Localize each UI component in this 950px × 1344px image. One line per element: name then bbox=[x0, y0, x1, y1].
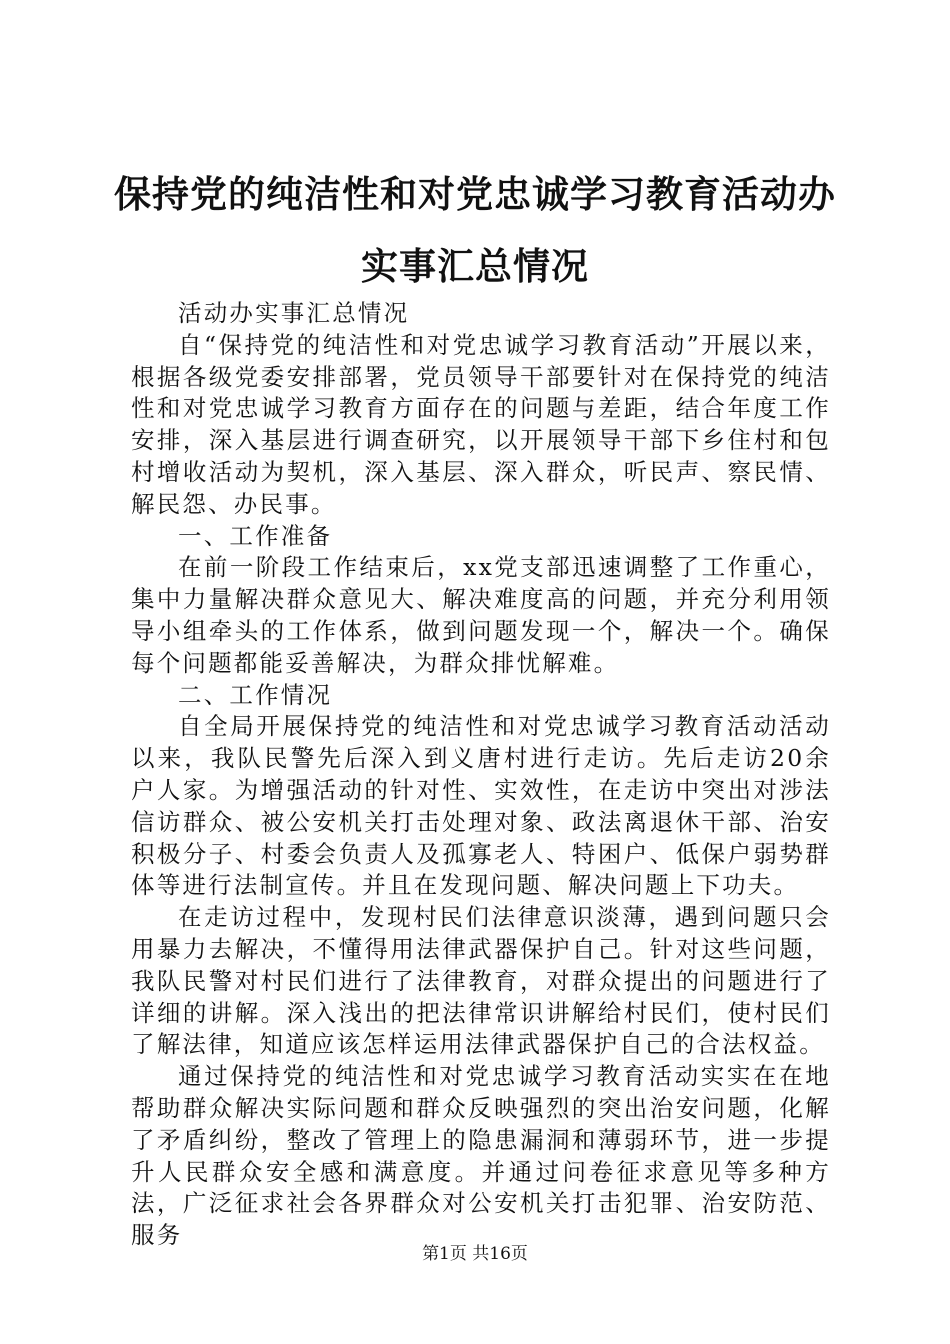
section-heading: 一、工作准备 bbox=[178, 521, 333, 550]
page-number-footer: 第1页 共16页 bbox=[422, 1244, 528, 1264]
paragraph: 自全局开展保持党的纯洁性和对党忠诚学习教育活动活动以来，我队民警先后深入到义唐村进行走访。先后走访20余户人家。为增强活动的针对性、实效性，在走访中突出对涉法信访群众、被公安机关打击处理对象、政法离退休干部、治安积极分子、村委会负责人及孤寡老人、特困户、低保户弱势群体等进行法制宣传。并且在发现问题、解决问题上下功夫。 bbox=[131, 712, 831, 900]
paragraph: 通过保持党的纯洁性和对党忠诚学习教育活动实实在在地帮助群众解决实际问题和群众反映强烈的突出治安问题，化解了矛盾纠纷，整改了管理上的隐患漏洞和薄弱环节，进一步提升人民群众安全感和满意度。并通过问卷征求意见等多种方法，广泛征求社会各界群众对公安机关打击犯罪、治安防范、服务 bbox=[131, 1062, 831, 1250]
paragraph: 活动办实事汇总情况 bbox=[178, 299, 410, 327]
document-body bbox=[131, 298, 831, 1252]
paragraph: 在走访过程中，发现村民们法律意识淡薄，遇到问题只会用暴力去解决，不懂得用法律武器保护自己。针对这些问题，我队民警对村民们进行了法律教育，对群众提出的问题进行了详细的讲解。深入浅出的把法律常识讲解给村民们，使村民们了解法律，知道应该怎样运用法律武器保护自己的合法权益。 bbox=[131, 903, 831, 1059]
section-heading: 二、工作情况 bbox=[178, 680, 333, 709]
paragraph: 在前一阶段工作结束后，xx党支部迅速调整了工作重心，集中力量解决群众意见大、解决难度高的问题，并充分利用领导小组牵头的工作体系，做到问题发现一个，解决一个。确保每个问题都能妥善解决，为群众排忧解难。 bbox=[131, 553, 831, 677]
document-title: 保持党的纯洁性和对党忠诚学习教育活动办实事汇总情况 bbox=[114, 172, 836, 288]
paragraph: 自“保持党的纯洁性和对党忠诚学习教育活动”开展以来，根据各级党委安排部署，党员领导干部要针对在保持党的纯洁性和对党忠诚学习教育方面存在的问题与差距，结合年度工作安排，深入基层进行调查研究，以开展领导干部下乡住村和包村增收活动为契机，深入基层、深入群众，听民声、察民情、解民怨、办民事。 bbox=[131, 330, 831, 518]
